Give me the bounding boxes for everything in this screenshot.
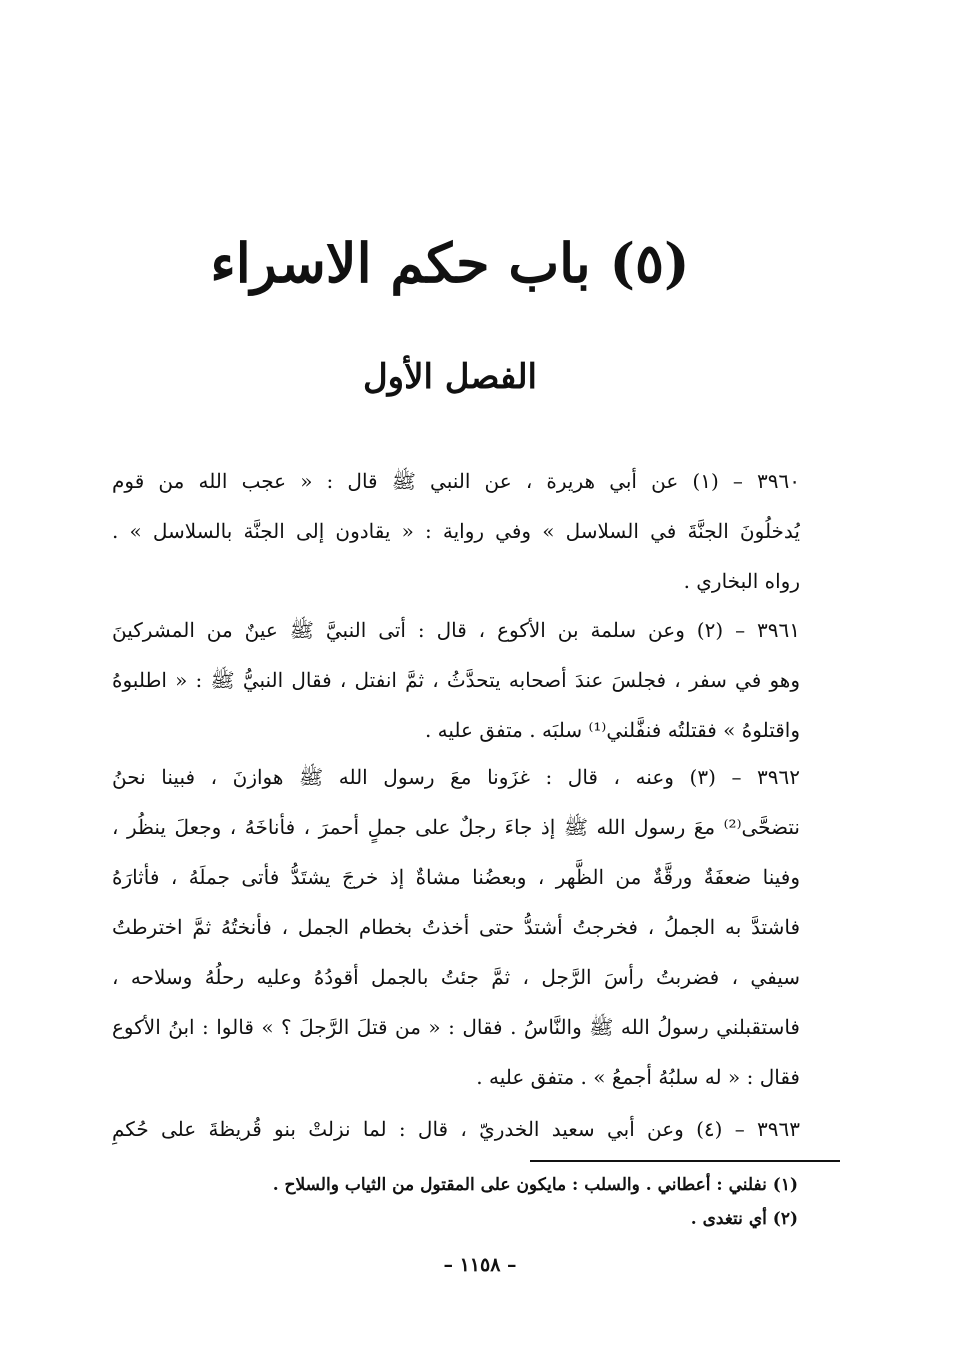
page-number: – ١١٥٨ –: [443, 1254, 517, 1276]
hadith-3962: [112, 752, 800, 1102]
hadith-line: فاشتدَّ به الجملُ ، فخرجتُ أشتدُّ حتى أخذتُ بخطام الجمل ، فأنختُهُ ثمَّ اخترطتُ: [112, 915, 800, 939]
hadith-line: وفينا ضعفَةٌ ورقَّةٌ من الظَّهر ، وبعضُنا مشاةٌ إذ خرجَ يشتَدُّ فأتى جملَهُ ، فأثارَهُ: [112, 865, 800, 889]
hadith-3960: [112, 456, 800, 606]
section-title: الفصل الأول: [362, 357, 538, 397]
footnotes: [220, 1168, 798, 1236]
hadith-line: ٣٩٦٠ – (١) عن أبي هريرة ، عن النبي ﷺ قال : « عجب الله من قوم: [112, 469, 800, 493]
hadith-line: يُدخلُونَ الجنَّةَ في السلاسل » وفي رواية : « يقادون إلى الجنَّة بالسلاسل » .: [112, 519, 800, 543]
hadith-line: رواه البخاري .: [683, 569, 800, 593]
hadith-line: فاستقبلني رسولُ الله ﷺ والنَّاسُ . فقال : « من قتلَ الرَّجلَ ؟ » قالوا : ابنُ الأكوع: [112, 1015, 800, 1039]
hadith-line: ٣٩٦١ – (٢) وعن سلمة بن الأكوع ، قال : أتى النبيَّ ﷺ عينٌ من المشركينَ: [112, 618, 800, 642]
footnote-divider: [530, 1160, 840, 1162]
chapter-title: (٥) باب حكم الاسراء: [210, 231, 690, 295]
hadith-line: ٣٩٦٢ – (٣) وعنه ، قال : غزَونا معَ رسول الله ﷺ هوازنَ ، فبينا نحنُ: [112, 765, 800, 789]
hadith-3963: [112, 1104, 800, 1154]
hadith-line: فقال : « له سلبُهُ أجمعُ » . متفق عليه .: [476, 1065, 800, 1089]
hadith-line: سيفي ، فضربتُ رأسَ الرَّجل ، ثمَّ جئتُ بالجمل أقودُهُ وعليه رحلُهُ وسلاحه ،: [112, 965, 800, 989]
footnote-1: (١) نفلني : أعطاني . والسلب : مايكون على المقتول من الثياب والسلاح .: [272, 1175, 798, 1195]
hadith-line: واقتلوهُ » فقتلتُه فنفَّلني⁽¹⁾ سلبَه . متفق عليه .: [424, 718, 800, 742]
hadith-line: نتضحَّى⁽²⁾ معَ رسول الله ﷺ إذ جاءَ رجلٌ على جملٍ أحمرَ ، فأناخَهُ ، وجعلَ ينظُر ،: [112, 815, 800, 839]
hadith-line: ٣٩٦٣ – (٤) وعن أبي سعيد الخدريّ ، قال : لما نزلتْ بنو قُريظةَ على حُكمِ: [112, 1117, 800, 1141]
hadith-3961: [112, 605, 800, 755]
footnote-2: (٢) أي نتغدى .: [690, 1209, 798, 1229]
hadith-line: وهو في سفر ، فجلسَ عندَ أصحابه يتحدَّثُ ، ثمَّ انفتل ، فقال النبيُّ ﷺ : « اطلبوهُ: [112, 668, 800, 692]
